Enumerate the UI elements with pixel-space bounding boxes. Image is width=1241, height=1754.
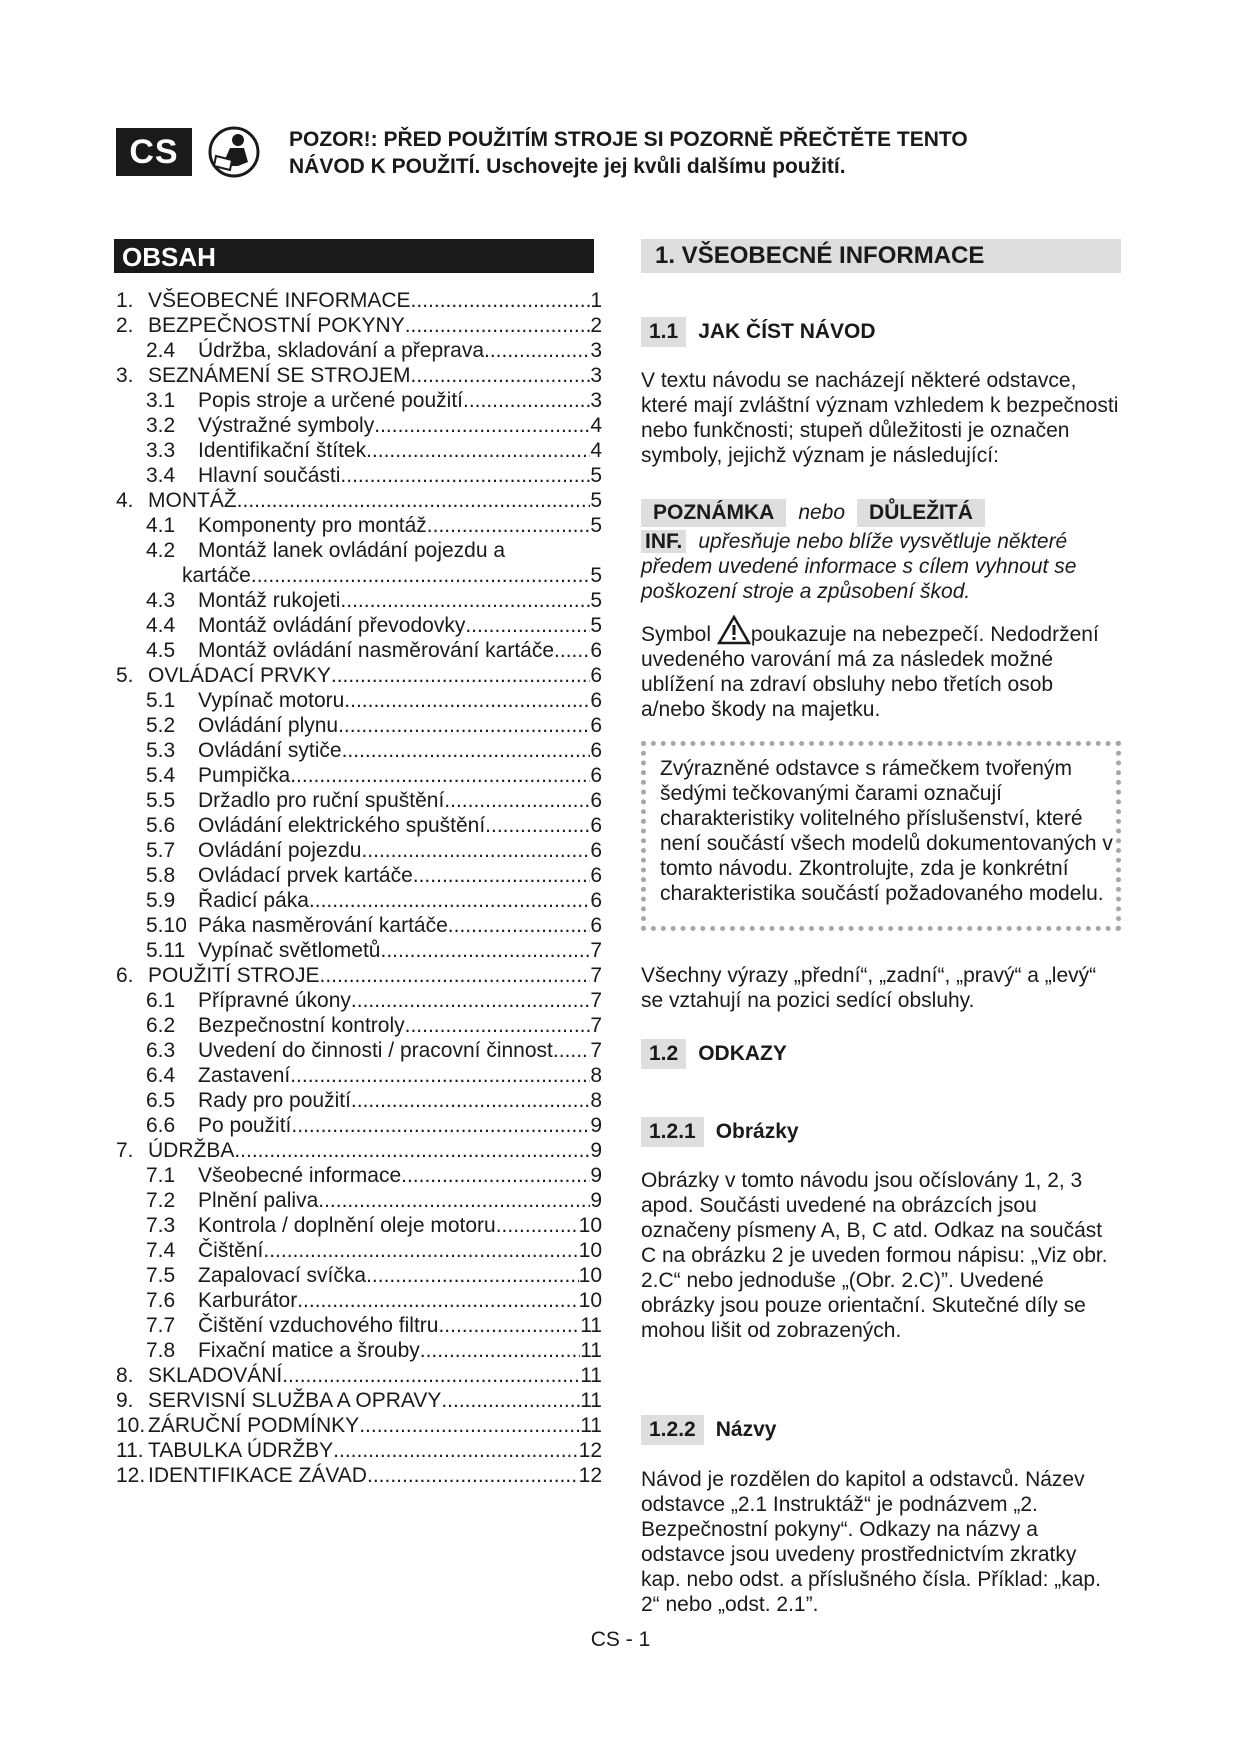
toc-entry-page: 11: [580, 1414, 602, 1437]
subsection-number: 1.2.1: [641, 1117, 704, 1147]
toc-leader-dots: [438, 1313, 580, 1338]
toc-entry: [116, 488, 602, 513]
note-or: nebo: [798, 501, 846, 524]
toc-entry: [116, 988, 602, 1013]
toc-entry-title: Komponenty pro montáž: [198, 514, 427, 537]
toc-leader-dots: [282, 1363, 580, 1388]
toc-entry: [116, 1363, 602, 1388]
toc-entry-number: 2.4: [146, 339, 176, 362]
toc-entry-page: 7: [590, 964, 602, 987]
toc-entry: [116, 438, 602, 463]
toc-entry-page: 1: [590, 289, 602, 312]
toc-leader-dots: [444, 788, 590, 813]
toc-leader-dots: [290, 763, 590, 788]
toc-leader-dots: [405, 313, 591, 338]
toc-entry-title: POUŽITÍ STROJE: [148, 964, 320, 987]
toc-entry-page: 7: [590, 1014, 602, 1037]
toc-entry: [116, 1263, 602, 1288]
toc-entry-page: 6: [590, 764, 602, 787]
toc-entry-title: Uvedení do činnosti / pracovní činnost: [198, 1039, 553, 1062]
toc-entry: [116, 1088, 602, 1113]
read-manual-icon: [208, 126, 260, 178]
toc-entry: [116, 463, 602, 488]
toc-entry-page: 6: [590, 714, 602, 737]
toc-entry-number: 5.3: [146, 739, 176, 762]
toc-entry-page: 6: [590, 864, 602, 887]
toc-entry: [116, 638, 602, 663]
toc-entry: [116, 763, 602, 788]
toc-entry: [116, 1163, 602, 1188]
directions-paragraph: Všechny výrazy „přední“, „zadní“, „pravý“ a „levý“ se vztahují na pozici sedící obsluhy.: [641, 964, 1097, 1012]
toc-entry: [116, 563, 602, 588]
toc-leader-dots: [344, 688, 590, 713]
toc-leader-dots: [309, 888, 590, 913]
toc-leader-dots: [553, 1038, 590, 1063]
toc-leader-dots: [291, 1113, 590, 1138]
toc-entry: [116, 613, 602, 638]
toc-leader-dots: [427, 513, 591, 538]
toc-entry: [116, 588, 602, 613]
subsection-1-2-heading: [641, 1039, 787, 1069]
toc-entry-title: Výstražné symboly: [198, 414, 375, 437]
toc-entry-page: 6: [590, 789, 602, 812]
toc-entry-number: 7.8: [146, 1339, 176, 1362]
toc-entry-number: 6.5: [146, 1089, 176, 1112]
toc-leader-dots: [340, 463, 590, 488]
toc-entry-title: OVLÁDACÍ PRVKY: [148, 664, 331, 687]
toc-entry-page: 8: [590, 1089, 602, 1112]
toc-entry-page: 5: [590, 514, 602, 537]
toc-entry-page: 6: [590, 914, 602, 937]
toc-entry-number: 4.5: [146, 639, 176, 662]
toc-entry-number: 5.2: [146, 714, 176, 737]
toc-entry-page: 7: [590, 939, 602, 962]
toc-entry-title: Páka nasměrování kartáče: [198, 914, 448, 937]
toc-entry-page: 8: [590, 1064, 602, 1087]
toc-entry-number: 5.9: [146, 889, 176, 912]
toc-entry-number: 6.: [116, 964, 134, 987]
toc-entry: [116, 413, 602, 438]
toc-leader-dots: [380, 938, 590, 963]
warning-line-2: NÁVOD K POUŽITÍ. Uschovejte jej kvůli dalšímu použití.: [289, 155, 846, 178]
toc-entry-page: 12: [578, 1439, 602, 1462]
toc-entry: [116, 1313, 602, 1338]
symbol-after: poukazuje na nebezpečí. Nedodržení uvedeného varování má za následek možné ublížení na zdraví obsluhy nebo třetích osob a/nebo škody na majetku.: [641, 623, 1099, 721]
toc-entry-page: 12: [578, 1464, 602, 1487]
toc-entry-page: 10: [578, 1214, 602, 1237]
toc-entry-number: 1.: [116, 289, 134, 312]
toc-leader-dots: [420, 1338, 580, 1363]
toc-entry-number: 7.3: [146, 1214, 176, 1237]
toc-entry-title: MONTÁŽ: [148, 489, 237, 512]
toc-entry-title: TABULKA ÚDRŽBY: [148, 1439, 334, 1462]
toc-entry-page: 5: [590, 564, 602, 587]
toc-entry: [116, 1413, 602, 1438]
symbol-before: Symbol: [641, 623, 712, 646]
toc-leader-dots: [361, 838, 590, 863]
toc-entry-page: 10: [578, 1264, 602, 1287]
note-tag: POZNÁMKA: [641, 499, 786, 527]
toc-entry-number: 6.3: [146, 1039, 176, 1062]
toc-entry-title: Ovládání elektrického spuštění: [198, 814, 486, 837]
toc-entry-number: 5.6: [146, 814, 176, 837]
toc-leader-dots: [318, 1188, 590, 1213]
toc-leader-dots: [234, 1138, 590, 1163]
toc-entry-title: Plnění paliva: [198, 1189, 319, 1212]
toc-entry-page: 6: [590, 814, 602, 837]
toc-entry-title: Zastavení: [198, 1064, 291, 1087]
toc-entry-page: 4: [590, 439, 602, 462]
toc-entry-page: 9: [590, 1164, 602, 1187]
toc-leader-dots: [351, 1088, 590, 1113]
toc-entry-title: IDENTIFIKACE ZÁVAD: [148, 1464, 367, 1487]
toc-entry-title: kartáče: [182, 564, 251, 587]
language-badge: CS: [116, 128, 192, 176]
toc-entry-page: 7: [590, 1039, 602, 1062]
toc-entry: [116, 388, 602, 413]
subsection-1-1-heading: [641, 317, 876, 347]
toc-entry: [116, 1288, 602, 1313]
toc-entry-page: 9: [590, 1114, 602, 1137]
toc-entry: [116, 663, 602, 688]
toc-entry: [116, 1463, 602, 1488]
toc-entry: [116, 963, 602, 988]
toc-entry: [116, 813, 602, 838]
toc-leader-dots: [340, 588, 590, 613]
toc-entry: [116, 1113, 602, 1138]
toc-entry-number: 5.11: [146, 939, 186, 962]
toc-entry-number: 6.4: [146, 1064, 176, 1087]
danger-symbol-paragraph: [641, 615, 1121, 722]
toc-leader-dots: [485, 813, 590, 838]
toc-entry: [116, 713, 602, 738]
toc-entry-title: Vypínač motoru: [198, 689, 345, 712]
toc-entry: [116, 1013, 602, 1038]
toc-entry-number: 8.: [116, 1364, 134, 1387]
toc-entry-number: 11.: [116, 1439, 144, 1462]
toc-leader-dots: [351, 988, 590, 1013]
toc-leader-dots: [237, 488, 591, 513]
subsection-title: JAK ČÍST NÁVOD: [698, 320, 876, 343]
toc-entry: [116, 288, 602, 313]
toc-entry-number: 9.: [116, 1389, 134, 1412]
toc-entry-page: 5: [590, 489, 602, 512]
toc-entry-title: BEZPEČNOSTNÍ POKYNY: [148, 314, 405, 337]
toc-entry: [116, 838, 602, 863]
toc-entry-number: 6.6: [146, 1114, 176, 1137]
toc-entry-number: 12.: [116, 1464, 146, 1487]
toc-entry-number: 7.7: [146, 1314, 176, 1337]
toc-entry-number: 5.8: [146, 864, 176, 887]
toc-entry-page: 5: [590, 464, 602, 487]
toc-leader-dots: [441, 1388, 580, 1413]
toc-leader-dots: [448, 913, 591, 938]
toc-leader-dots: [411, 363, 591, 388]
subsection-number: 1.2.2: [641, 1415, 704, 1445]
subsection-1-2-1-heading: [641, 1117, 799, 1147]
toc-entry-page: 3: [590, 389, 602, 412]
toc-entry: [116, 788, 602, 813]
toc-entry: [116, 1063, 602, 1088]
toc-entry-title: Po použití: [198, 1114, 292, 1137]
toc-entry: [116, 1038, 602, 1063]
toc-entry-title: Rady pro použití: [198, 1089, 351, 1112]
toc-entry-page: 2: [590, 314, 602, 337]
toc-entry: [116, 738, 602, 763]
toc-entry-title: Čištění: [198, 1239, 264, 1262]
note-tags: [641, 499, 985, 527]
toc-entry-title: Fixační matice a šrouby: [198, 1339, 420, 1362]
subsection-number: 1.2: [641, 1039, 686, 1069]
toc-entry-page: 5: [590, 614, 602, 637]
toc-entry-number: 7.: [116, 1139, 134, 1162]
subsection-title: Názvy: [715, 1418, 777, 1441]
toc-entry-title: SEZNÁMENÍ SE STROJEM: [148, 364, 411, 387]
toc-entry: [116, 538, 602, 563]
toc-entry-page: 10: [578, 1239, 602, 1262]
toc-entry-title: SERVISNÍ SLUŽBA A OPRAVY: [148, 1389, 442, 1412]
toc-entry-title: Hlavní součásti: [198, 464, 341, 487]
toc-leader-dots: [405, 1013, 591, 1038]
subsection-title: Obrázky: [715, 1120, 799, 1143]
toc-leader-dots: [297, 1288, 578, 1313]
toc-entry-page: 3: [590, 339, 602, 362]
toc-entry-title: Montáž lanek ovládání pojezdu a: [198, 539, 506, 562]
toc-entry-number: 7.5: [146, 1264, 176, 1287]
toc-entry-title: Zapalovací svíčka: [198, 1264, 367, 1287]
table-of-contents: [116, 288, 602, 1488]
warning-text: [289, 126, 1049, 180]
toc-leader-dots: [484, 338, 590, 363]
toc-entry-page: 4: [590, 414, 602, 437]
toc-leader-dots: [331, 663, 590, 688]
toc-entry-title: Popis stroje a určené použití: [198, 389, 463, 412]
toc-entry-page: 10: [578, 1289, 602, 1312]
toc-entry-number: 5.10: [146, 914, 187, 937]
how-to-read-paragraph: V textu návodu se nacházejí některé odstavce, které mají zvláštní význam vzhledem k bezpečnosti nebo funkčnosti; stupeň důležitosti je označen symboly, jejichž význam je následující:: [641, 369, 1119, 467]
toc-entry-number: 4.2: [146, 539, 176, 562]
toc-entry-number: 3.: [116, 364, 134, 387]
toc-entry-number: 3.2: [146, 414, 176, 437]
toc-entry-title: Údržba, skladování a přeprava: [198, 339, 484, 362]
toc-entry-title: ZÁRUČNÍ PODMÍNKY: [148, 1414, 360, 1437]
toc-entry-number: 4.: [116, 489, 134, 512]
toc-entry-number: 3.3: [146, 439, 176, 462]
toc-leader-dots: [401, 1163, 590, 1188]
section-1-title: 1. VŠEOBECNÉ INFORMACE: [641, 239, 1121, 273]
toc-entry-page: 6: [590, 664, 602, 687]
toc-entry-number: 7.6: [146, 1289, 176, 1312]
toc-entry-page: 11: [580, 1339, 602, 1362]
toc-entry-number: 5.: [116, 664, 134, 687]
toc-leader-dots: [359, 1413, 580, 1438]
toc-entry-title: Montáž ovládání nasměrování kartáče: [198, 639, 555, 662]
toc-entry: [116, 1388, 602, 1413]
toc-leader-dots: [367, 1463, 579, 1488]
toc-entry-page: 5: [590, 589, 602, 612]
toc-entry: [116, 363, 602, 388]
toc-entry: [116, 888, 602, 913]
toc-entry-title: Montáž rukojeti: [198, 589, 341, 612]
toc-leader-dots: [496, 1213, 579, 1238]
toc-entry-page: 6: [590, 839, 602, 862]
toc-entry-number: 5.1: [146, 689, 176, 712]
toc-entry-title: Montáž ovládání převodovky: [198, 614, 466, 637]
toc-entry: [116, 1238, 602, 1263]
toc-leader-dots: [251, 563, 590, 588]
toc-entry-title: Ovládání pojezdu: [198, 839, 362, 862]
toc-entry-title: Čištění vzduchového filtru: [198, 1314, 439, 1337]
toc-entry-title: Bezpečnostní kontroly: [198, 1014, 405, 1037]
toc-entry-page: 3: [590, 364, 602, 387]
toc-entry-title: Identifikační štítek: [198, 439, 367, 462]
page-number: CS - 1: [590, 1628, 651, 1651]
toc-leader-dots: [413, 863, 591, 888]
toc-entry: [116, 938, 602, 963]
note-paragraph: [641, 529, 1121, 604]
toc-leader-dots: [554, 638, 590, 663]
toc-entry-title: Karburátor: [198, 1289, 298, 1312]
toc-entry-number: 4.4: [146, 614, 176, 637]
toc-entry-page: 7: [590, 989, 602, 1012]
toc-entry-page: 6: [590, 639, 602, 662]
toc-entry-title: Ovládání plynu: [198, 714, 339, 737]
toc-entry: [116, 1338, 602, 1363]
toc-entry-page: 9: [590, 1189, 602, 1212]
toc-entry-number: 3.4: [146, 464, 176, 487]
optional-features-box: [641, 741, 1121, 931]
toc-entry: [116, 688, 602, 713]
toc-entry-title: Kontrola / doplnění oleje motoru: [198, 1214, 496, 1237]
toc-entry-number: 2.: [116, 314, 134, 337]
toc-entry: [116, 1188, 602, 1213]
toc-entry-number: 10.: [116, 1414, 146, 1437]
toc-entry-number: 3.1: [146, 389, 176, 412]
toc-entry-page: 11: [580, 1364, 602, 1387]
toc-entry-title: Řadicí páka: [198, 889, 309, 912]
toc-entry-title: Vypínač světlometů: [198, 939, 381, 962]
toc-entry: [116, 1213, 602, 1238]
toc-entry-title: Všeobecné informace: [198, 1164, 402, 1187]
subsection-title: ODKAZY: [698, 1042, 787, 1065]
toc-entry: [116, 338, 602, 363]
subsection-1-2-2-heading: [641, 1415, 776, 1445]
inf-tag: INF.: [641, 530, 686, 553]
toc-entry-number: 6.1: [146, 989, 176, 1012]
toc-entry: [116, 913, 602, 938]
note-text: upřesňuje nebo blíže vysvětluje některé předem uvedené informace s cílem vyhnout se poškození stroje a způsobení škod.: [641, 530, 1077, 603]
toc-leader-dots: [366, 1263, 579, 1288]
warning-line-1: POZOR!: PŘED POUŽITÍM STROJE SI POZORNĚ PŘEČTĚTE TENTO: [289, 128, 968, 151]
toc-entry-number: 5.5: [146, 789, 176, 812]
subsection-number: 1.1: [641, 317, 686, 347]
toc-leader-dots: [411, 288, 591, 313]
toc-entry-number: 7.2: [146, 1189, 176, 1212]
toc-leader-dots: [320, 963, 591, 988]
toc-leader-dots: [290, 1063, 590, 1088]
titles-paragraph: Návod je rozdělen do kapitol a odstavců. Název odstavce „2.1 Instruktáž“ je podnázvem „2. Bezpečnostní pokyny“. Odkazy na názvy a odstavce jsou uvedeny prostřednictvím zkratky kap. nebo odst. a příslušného čísla. Příklad: „kap. 2“ nebo „odst. 2.1”.: [641, 1468, 1101, 1616]
toc-entry-title: ÚDRŽBA: [148, 1139, 235, 1162]
toc-entry-title: Držadlo pro ruční spuštění: [198, 789, 445, 812]
toc-entry: [116, 1138, 602, 1163]
toc-leader-dots: [338, 713, 590, 738]
figures-paragraph: Obrázky v tomto návodu jsou očíslovány 1, 2, 3 apod. Součásti uvedené na obrázcích jsou označeny písmeny A, B, C atd. Odkaz na součást C na obrázku 2 je uveden formou nápisu: „Viz obr. 2.C“ nebo jednoduše „(Obr. 2.C)”. Uvedené obrázky jsou pouze orientační. Skutečné díly se mohou lišit od zobrazených.: [641, 1169, 1108, 1342]
toc-entry: [116, 1438, 602, 1463]
toc-entry-page: 11: [580, 1389, 602, 1412]
toc-entry-title: SKLADOVÁNÍ: [148, 1364, 283, 1387]
toc-entry-page: 9: [590, 1139, 602, 1162]
toc-entry-number: 7.4: [146, 1239, 176, 1262]
toc-entry-number: 7.1: [146, 1164, 176, 1187]
toc-entry: [116, 313, 602, 338]
optional-features-text: Zvýrazněné odstavce s rámečkem tvořeným šedými tečkovanými čarami označují charakteristiky volitelného příslušenství, které není součástí všech modelů dokumentovaných v tomto návodu. Zkontrolujte, zda je konkrétní charakteristika součástí požadovaného modelu.: [660, 757, 1113, 905]
toc-entry-title: Ovládání sytiče: [198, 739, 342, 762]
toc-entry-number: 6.2: [146, 1014, 176, 1037]
toc-entry-title: Pumpička: [198, 764, 291, 787]
toc-leader-dots: [465, 613, 590, 638]
toc-entry-number: 4.1: [146, 514, 176, 537]
toc-entry-page: 6: [590, 889, 602, 912]
toc-entry-number: 5.4: [146, 764, 176, 787]
toc-entry-title: VŠEOBECNÉ INFORMACE: [148, 289, 411, 312]
toc-leader-dots: [333, 1438, 578, 1463]
toc-leader-dots: [342, 738, 591, 763]
warning-triangle-icon: [717, 615, 751, 645]
toc-entry: [116, 863, 602, 888]
toc-entry-page: 6: [590, 689, 602, 712]
toc-entry-title: Přípravné úkony: [198, 989, 351, 1012]
toc-entry-page: 11: [580, 1314, 602, 1337]
toc-leader-dots: [374, 413, 590, 438]
toc-leader-dots: [366, 438, 590, 463]
toc-entry-title: Ovládací prvek kartáče: [198, 864, 413, 887]
toc-entry-number: 5.7: [146, 839, 176, 862]
important-tag: DŮLEŽITÁ: [857, 499, 985, 527]
toc-entry-page: 6: [590, 739, 602, 762]
toc-leader-dots: [263, 1238, 578, 1263]
toc-title: OBSAH: [114, 239, 594, 273]
toc-leader-dots: [463, 388, 590, 413]
toc-entry-number: 4.3: [146, 589, 176, 612]
toc-entry: [116, 513, 602, 538]
